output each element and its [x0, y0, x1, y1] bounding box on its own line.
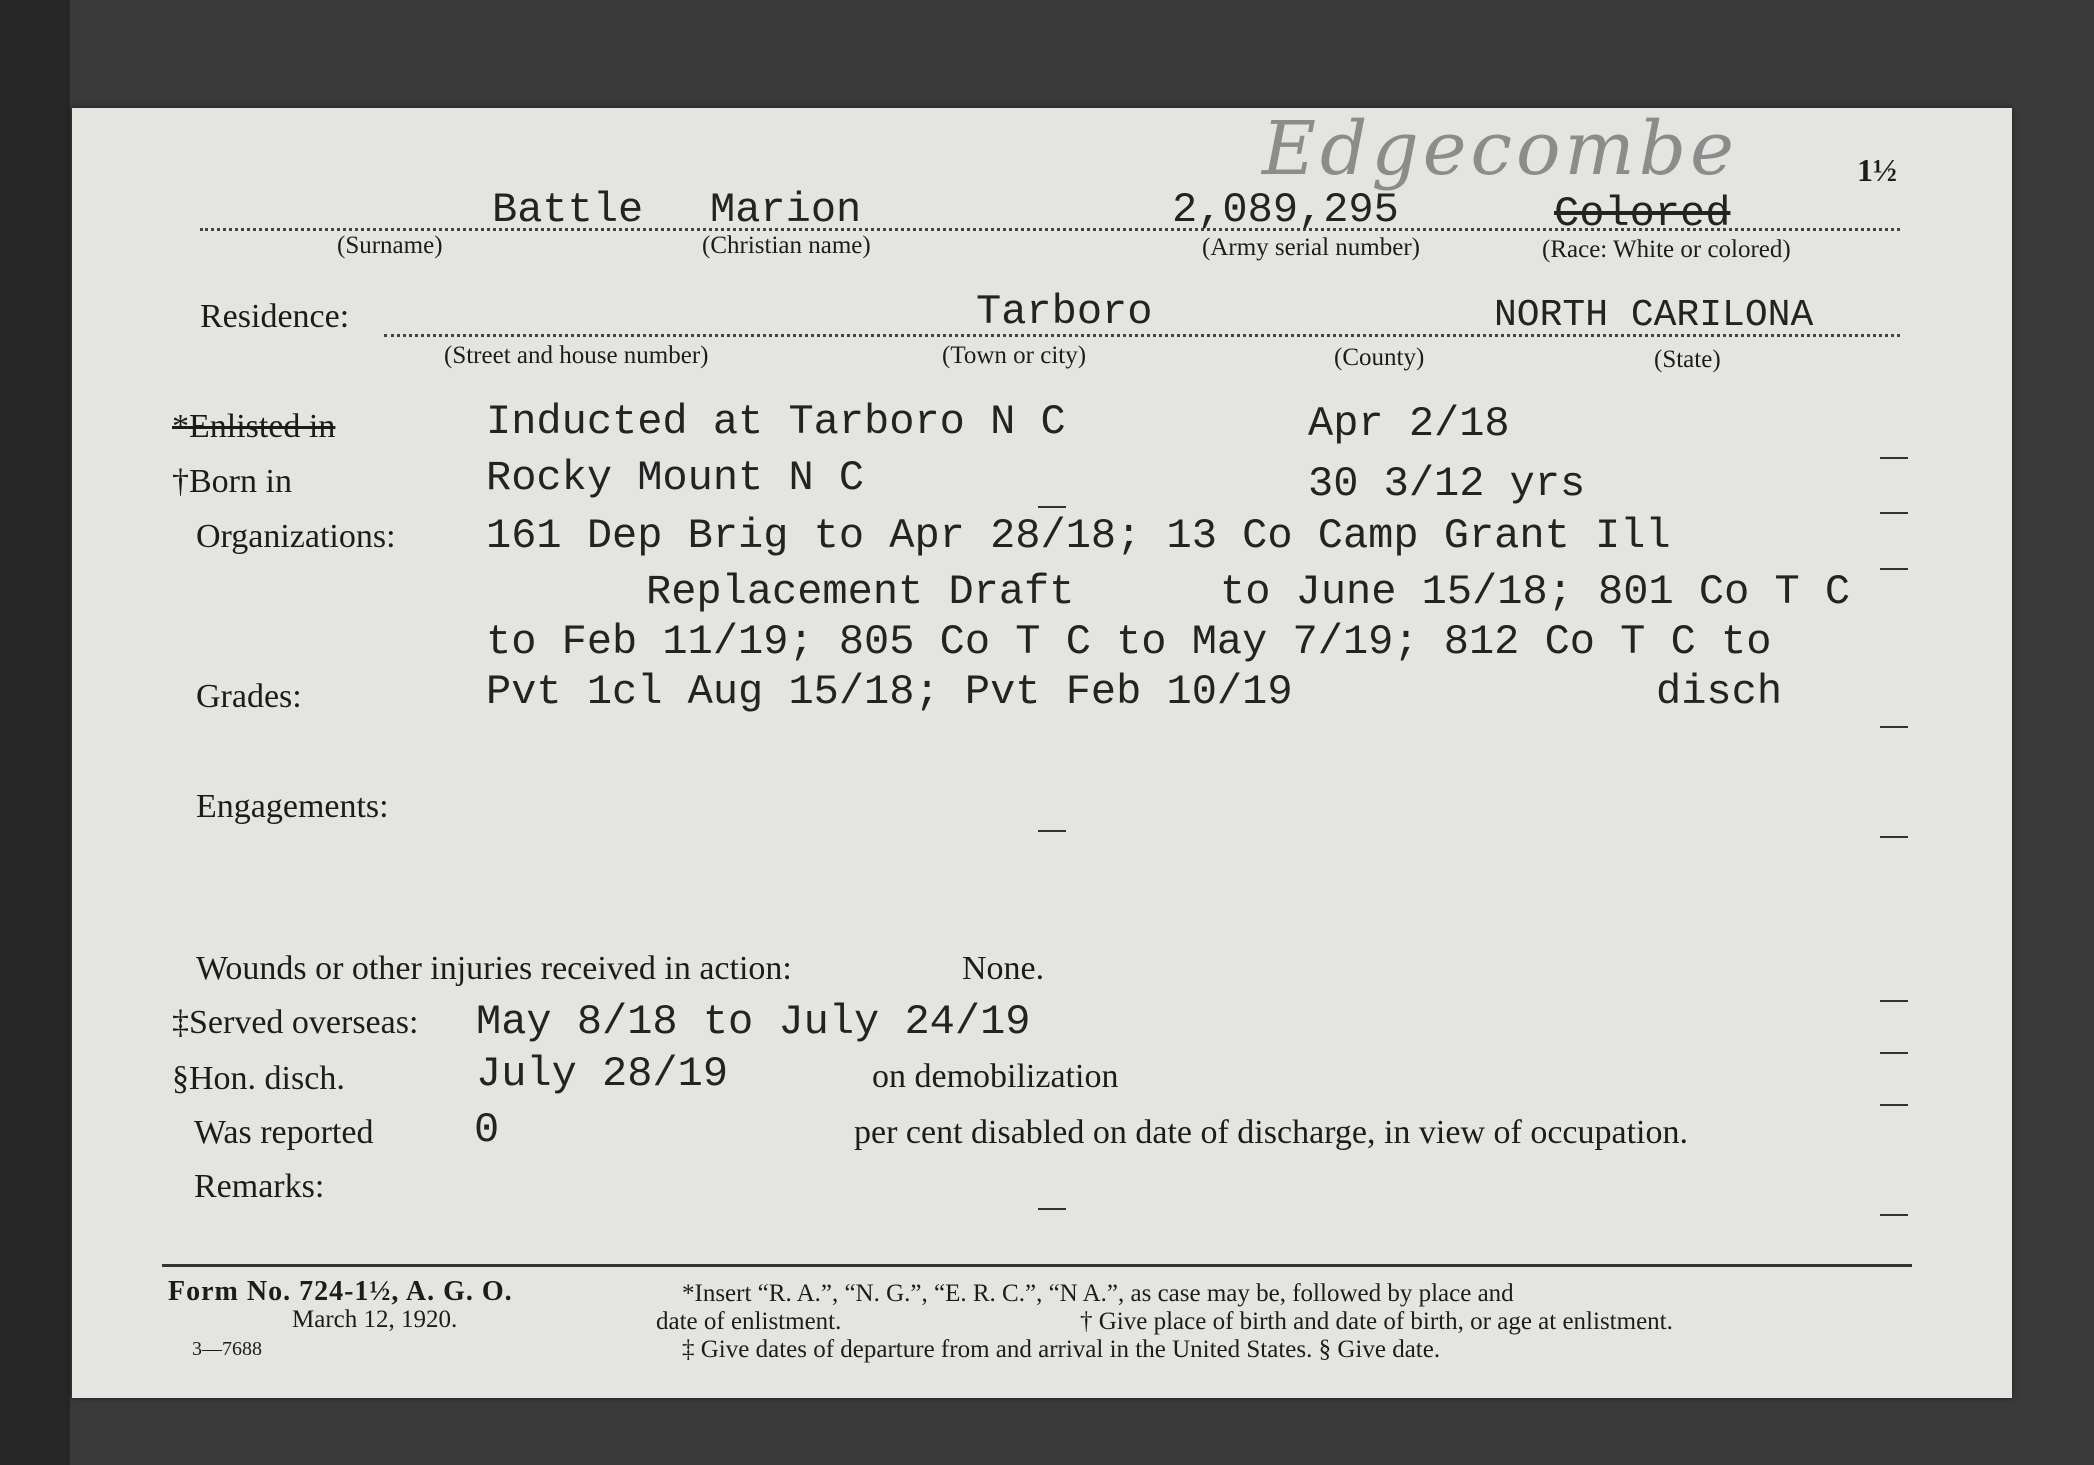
serial-caption: (Army serial number)	[1202, 234, 1420, 261]
blank-mark	[1880, 457, 1908, 459]
engagements-label: Engagements:	[196, 788, 389, 825]
residence-town-value: Tarboro	[976, 288, 1153, 336]
blank-mark	[1880, 512, 1908, 514]
serial-number-value: 2,089,295	[1172, 186, 1399, 234]
wounds-value: None.	[962, 950, 1045, 987]
organizations-line-5: disch	[1656, 668, 1783, 716]
reported-value: 0	[474, 1106, 500, 1154]
reported-label: Was reported	[194, 1114, 374, 1151]
hon-disch-note: on demobilization	[872, 1058, 1119, 1095]
grades-value: Pvt 1cl Aug 15/18; Pvt Feb 10/19	[486, 668, 1293, 716]
enlisted-label: *Enlisted in	[172, 408, 336, 445]
christian-name-caption: (Christian name)	[702, 232, 871, 259]
form-date: March 12, 1920.	[292, 1306, 458, 1333]
blank-mark	[1880, 1052, 1908, 1054]
overseas-label: ‡Served overseas:	[172, 1004, 419, 1041]
county-caption: (County)	[1334, 344, 1425, 371]
organizations-label: Organizations:	[196, 518, 396, 555]
footnote-line-2b: † Give place of birth and date of birth, or age at enlistment.	[1080, 1308, 1673, 1335]
hon-disch-label: §Hon. disch.	[172, 1060, 345, 1097]
surname-caption: (Surname)	[337, 232, 443, 259]
handwritten-county: Edgecombe	[1262, 106, 1738, 192]
blank-mark	[1880, 568, 1908, 570]
state-caption: (State)	[1654, 346, 1721, 373]
remarks-label: Remarks:	[194, 1168, 325, 1205]
hon-disch-value: July 28/19	[476, 1050, 729, 1098]
enlisted-date-value: Apr 2/18	[1308, 400, 1510, 448]
blank-mark	[1880, 1214, 1908, 1216]
enlisted-value: Inducted at Tarboro N C	[486, 398, 1066, 446]
residence-label: Residence:	[200, 298, 350, 335]
organizations-line-2: Replacement Draft	[646, 568, 1075, 616]
blank-mark	[1880, 836, 1908, 838]
blank-mark	[1880, 1000, 1908, 1002]
blank-mark	[1038, 1208, 1066, 1210]
wounds-label: Wounds or other injuries received in action:	[196, 950, 792, 987]
blank-mark	[1880, 726, 1908, 728]
organizations-line-4: to Feb 11/19; 805 Co T C to May 7/19; 812 Co T C to	[486, 618, 1772, 666]
card-mark: 1½	[1857, 152, 1897, 188]
print-code: 3—7688	[192, 1338, 262, 1360]
footnote-line-2a: date of enlistment.	[656, 1308, 842, 1335]
scan-edge	[0, 0, 70, 1465]
blank-mark	[1038, 506, 1066, 508]
overseas-value: May 8/18 to July 24/19	[476, 998, 1031, 1046]
race-caption: (Race: White or colored)	[1542, 236, 1791, 263]
grades-label: Grades:	[196, 678, 302, 715]
born-age-value: 30 3/12 yrs	[1308, 460, 1586, 508]
organizations-line-3: to June 15/18; 801 Co T C	[1220, 568, 1851, 616]
surname-value: Battle	[492, 186, 644, 234]
town-caption: (Town or city)	[942, 342, 1087, 369]
christian-name-value: Marion	[710, 186, 862, 234]
born-value: Rocky Mount N C	[486, 454, 865, 502]
reported-note: per cent disabled on date of discharge, in view of occupation.	[854, 1114, 1688, 1151]
born-label: †Born in	[172, 463, 292, 500]
footnote-line-1: *Insert “R. A.”, “N. G.”, “E. R. C.”, “N A.”, as case may be, followed by place and	[682, 1280, 1514, 1307]
street-caption: (Street and house number)	[444, 342, 709, 369]
footer-rule	[162, 1264, 1912, 1267]
form-number: Form No. 724-1½, A. G. O.	[168, 1276, 513, 1307]
residence-state-value: NORTH CARILONA	[1494, 294, 1814, 337]
footnote-line-3: ‡ Give dates of departure from and arrival in the United States. § Give date.	[682, 1336, 1441, 1363]
organizations-line-1: 161 Dep Brig to Apr 28/18; 13 Co Camp Grant Ill	[486, 512, 1671, 560]
service-record-card	[72, 108, 2012, 1398]
blank-mark	[1038, 830, 1066, 832]
race-value: Colored	[1554, 190, 1731, 238]
blank-mark	[1880, 1104, 1908, 1106]
